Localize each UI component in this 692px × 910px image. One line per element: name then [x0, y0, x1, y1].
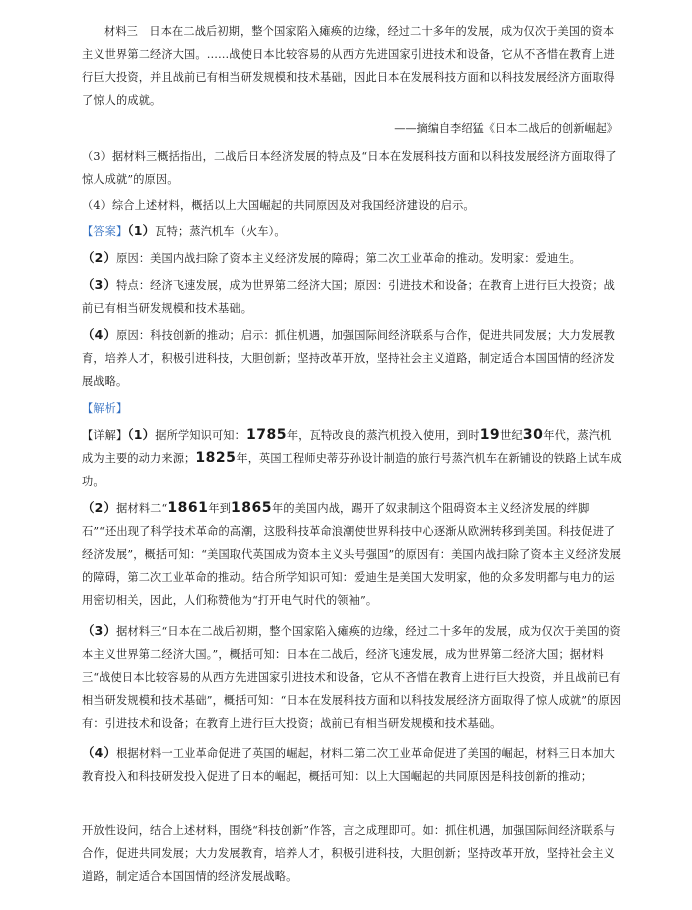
analysis-paragraph-3 [82, 619, 622, 735]
answer-item-2 [82, 246, 622, 270]
analysis-num-1: （1） [127, 427, 156, 442]
year-1865: 1865 [231, 500, 273, 516]
answer-num-3: （3） [82, 277, 117, 292]
answer-tag: 【答案】 [82, 225, 128, 238]
answer-item-4 [82, 323, 622, 393]
answer-text-3: 特点：经济飞速发展，成为世界第二经济大国；原因：引进技术和设备；在教育上进行巨大投资；战前已有相当研发规模和技术基础。 [82, 279, 616, 315]
material-three-source: ——摘编自李绍猛《日本二战后的创新崛起》 [394, 122, 618, 135]
decade-30: 30 [522, 427, 544, 443]
analysis-heading [82, 397, 622, 420]
detail-tag: 【详解】 [82, 429, 128, 442]
year-1785: 1785 [245, 427, 287, 443]
analysis-1-e: 年，英国工程师史蒂芬孙设计制造的旅行号蒸汽机车在新铺设的铁路上试车成功。 [82, 452, 622, 488]
answer-num-4: （4） [82, 327, 117, 342]
year-1825: 1825 [195, 450, 237, 466]
question-3: （3）据材料三概括指出，二战后日本经济发展的特点及“日本在发展科技方面和以科技发展经济方面取得了惊人成就”的原因。 [82, 150, 617, 186]
analysis-2-a: 据材料二“ [116, 502, 168, 515]
analysis-2-b: 年到 [208, 502, 232, 515]
material-three-paragraph: 材料三 日本在二战后初期，整个国家陷入瘫痪的边缘，经过二十多年的发展，成为仅次于美国的资本主义世界第二经济大国。……战使日本比较容易的从西方先进国家引进技术和设备，它从不吝惜在教育上进行巨大投资，并且战前已有相当研发规模和技术基础，因此日本在发展科技方面和以科技发展经济方面取得了惊人的成就。 [82, 25, 615, 107]
answer-text-1: 瓦特；蒸汽机车（火车）。 [155, 225, 286, 238]
analysis-1-d: 年代，蒸汽机成为主要的动力来源； [82, 429, 612, 465]
analysis-paragraph-5: 开放性设问，结合上述材料，围绕“科技创新”作答，言之成理即可。如：抓住机遇，加强国际间经济联系与合作，促进共同发展；大力发展教育，培养人才，积极引进科技，大胆创新；坚持改革开放，坚持社会主义道路，制定适合本国国情的经济发展战略。 [82, 824, 616, 883]
answer-text-4: 原因：科技创新的推动；启示：抓住机遇，加强国际间经济联系与合作，促进共同发展；大力发展教育，培养人才，积极引进科技，大胆创新；坚持改革开放，坚持社会主义道路，制定适合本国国情的经济发展战略。 [82, 329, 616, 388]
analysis-paragraph-2 [82, 496, 622, 612]
analysis-4-text: 根据材料一工业革命促进了英国的崛起，材料二第二次工业革命促进了美国的崛起，材料三日本加大教育投入和科技研发投入促进了日本的崛起，概括可知：以上大国崛起的共同原因是科技创新的推动； [82, 747, 616, 783]
analysis-num-2: （2） [82, 500, 117, 515]
analysis-1-b: 年，瓦特改良的蒸汽机投入使用，到时 [286, 429, 480, 442]
answer-text-2: 原因：美国内战扫除了资本主义经济发展的障碍；第二次工业革命的推动。发明家：爱迪生。 [116, 252, 581, 265]
answer-num-1: （1） [127, 223, 156, 238]
analysis-1-c: 世纪 [500, 429, 523, 442]
analysis-1-a: 据所学知识可知： [155, 429, 246, 442]
analysis-num-3: （3） [82, 623, 117, 638]
century-19: 19 [479, 427, 501, 443]
analysis-tag: 【解析】 [82, 402, 128, 415]
answer-item-3 [82, 273, 622, 320]
analysis-paragraph-4 [82, 741, 622, 788]
analysis-paragraph-1 [82, 423, 622, 493]
analysis-3-text: 据材料三“日本在二战后初期，整个国家陷入瘫痪的边缘，经过二十多年的发展，成为仅次于美国的资本主义世界第二经济大国。”，概括可知：日本在二战后，经济飞速发展，成为世界第二经济大国；据材料三“战使日本比较容易的从西方先进国家引进技术和设备，它从不吝惜在教育上进行巨大投资，并且战前已有相当研发规模和技术基础”，概括可知：“日本在发展科技方面和以科技发展经济方面取得了惊人成就”的原因有：引进技术和设备；在教育上进行巨大投资；战前已有相当研发规模和技术基础。 [82, 625, 622, 730]
year-1861: 1861 [167, 500, 209, 516]
answer-num-2: （2） [82, 250, 117, 265]
analysis-num-4: （4） [82, 745, 117, 760]
question-4: （4）综合上述材料，概括以上大国崛起的共同原因及对我国经济建设的启示。 [82, 199, 475, 212]
analysis-2-c: 年的美国内战，踢开了奴隶制这个阻碍资本主义经济发展的绊脚石”“还出现了科学技术革命的高潮，这股科技革命浪潮使世界科技中心逐渐从欧洲转移到美国。科技促进了经济发展”，概括可知：“美国取代英国成为资本主义头号强国”的原因有：美国内战扫除了资本主义经济发展的障碍，第二次工业革命的推动。结合所学知识可知：爱迪生是美国大发明家，他的众多发明都与电力的运用密切相关，因此，人们称赞他为“打开电气时代的领袖”。 [82, 502, 622, 607]
answer-item-1 [82, 219, 622, 243]
